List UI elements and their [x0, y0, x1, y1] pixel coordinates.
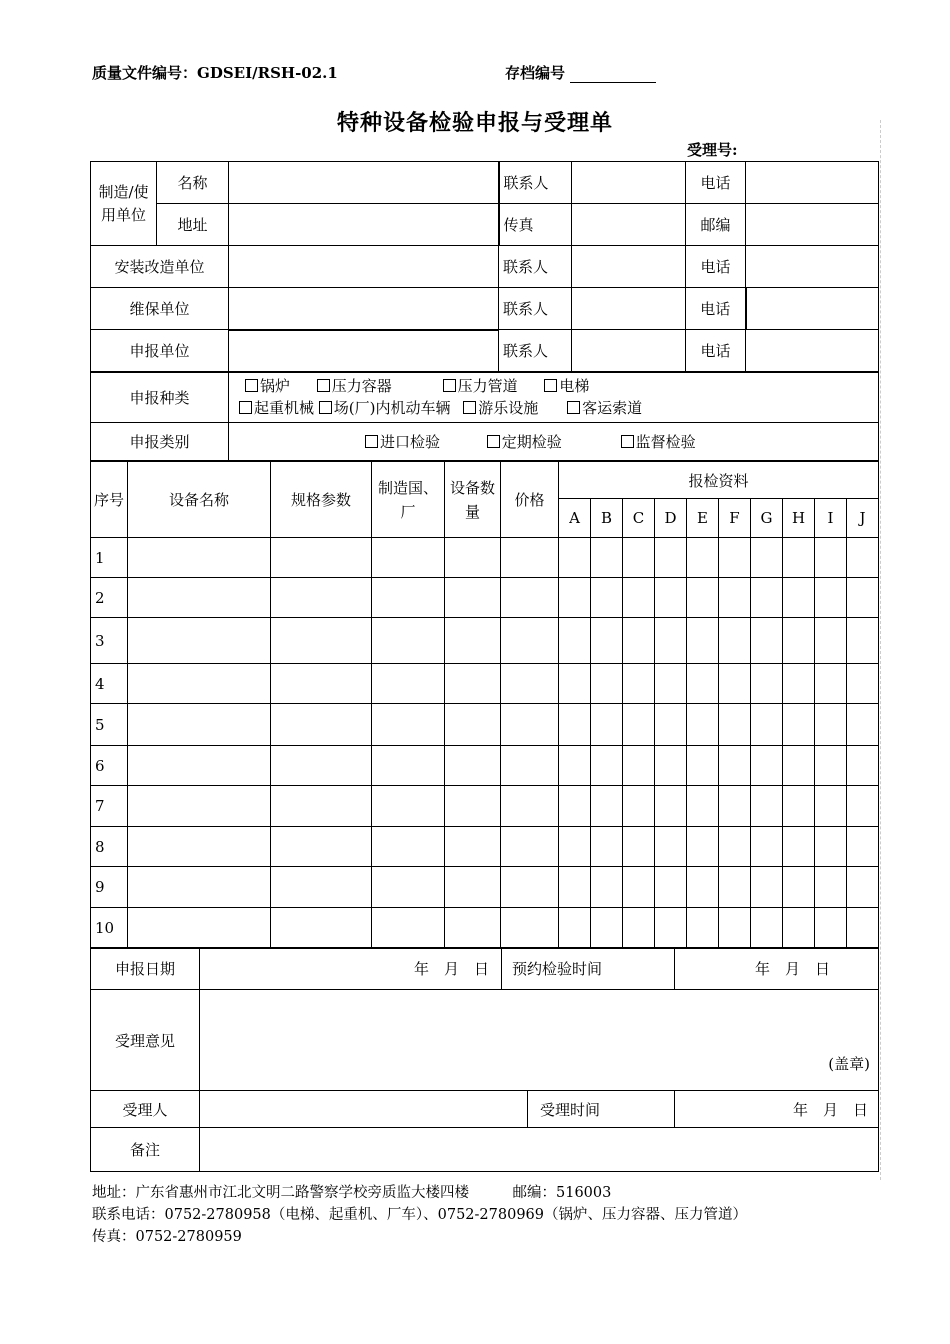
- phone-label: 电话: [686, 288, 746, 330]
- doc-col-header: G: [751, 499, 783, 538]
- doc-col-header: C: [623, 499, 655, 538]
- phone-label: 电话: [686, 162, 746, 204]
- kind-option-crane[interactable]: 起重机械: [239, 399, 314, 417]
- table-cell[interactable]: [815, 704, 847, 746]
- declare-category-options: [229, 423, 879, 461]
- table-cell[interactable]: [719, 827, 751, 867]
- table-row: [91, 538, 879, 578]
- kind-option-elevator[interactable]: 电梯: [544, 377, 589, 395]
- table-cell[interactable]: [751, 827, 783, 867]
- table-cell[interactable]: [559, 908, 591, 949]
- col-header-seq: 序号: [91, 462, 128, 538]
- table-cell[interactable]: [372, 867, 445, 908]
- table-cell[interactable]: [445, 538, 501, 578]
- table-cell[interactable]: [783, 908, 815, 949]
- unit-info-table: [90, 161, 879, 461]
- handler-label: 受理人: [91, 1091, 200, 1128]
- table-cell[interactable]: [591, 908, 623, 949]
- contact-field[interactable]: [572, 246, 686, 288]
- appoint-time-label: 预约检验时间: [502, 948, 675, 990]
- footer-fax: 传真：0752-2780959: [92, 1229, 242, 1245]
- table-cell[interactable]: [847, 704, 879, 746]
- checkbox[interactable]: [319, 401, 332, 414]
- table-cell[interactable]: [559, 704, 591, 746]
- row-seq: 3: [91, 618, 128, 664]
- table-cell[interactable]: [687, 704, 719, 746]
- table-cell[interactable]: [591, 746, 623, 786]
- table-cell[interactable]: [783, 786, 815, 827]
- table-cell[interactable]: [719, 578, 751, 618]
- table-cell[interactable]: [559, 538, 591, 578]
- table-cell[interactable]: [719, 867, 751, 908]
- install-unit-field[interactable]: [229, 246, 499, 288]
- checkbox[interactable]: [239, 401, 252, 414]
- table-cell[interactable]: [591, 827, 623, 867]
- remark-label: 备注: [91, 1128, 200, 1172]
- table-cell[interactable]: [751, 664, 783, 704]
- table-cell[interactable]: [445, 908, 501, 949]
- address-label: 地址: [157, 204, 229, 246]
- checkbox[interactable]: [317, 379, 330, 392]
- table-cell[interactable]: [783, 867, 815, 908]
- kind-option-vehicle[interactable]: 场(厂)内机动车辆: [319, 399, 451, 417]
- table-cell[interactable]: [271, 618, 372, 664]
- col-header-spec: 规格参数: [271, 462, 372, 538]
- table-cell[interactable]: [655, 664, 687, 704]
- table-cell[interactable]: [623, 538, 655, 578]
- table-cell[interactable]: [719, 908, 751, 949]
- table-cell[interactable]: [559, 786, 591, 827]
- accept-time-field[interactable]: 年 月 日: [675, 1091, 879, 1128]
- doc-number: 质量文件编号：GDSEI/RSH-02.1: [92, 64, 338, 82]
- declare-unit-label: 申报单位: [91, 330, 229, 372]
- table-cell[interactable]: [623, 786, 655, 827]
- table-cell[interactable]: [623, 578, 655, 618]
- contact-label: 联系人: [499, 330, 572, 372]
- table-cell[interactable]: [847, 867, 879, 908]
- table-cell[interactable]: [128, 664, 271, 704]
- row-seq: 5: [91, 704, 128, 746]
- table-cell[interactable]: [655, 618, 687, 664]
- table-cell[interactable]: [751, 578, 783, 618]
- table-cell[interactable]: [501, 664, 559, 704]
- table-row: [91, 867, 879, 908]
- table-cell[interactable]: [445, 867, 501, 908]
- table-cell[interactable]: [372, 578, 445, 618]
- table-cell[interactable]: [559, 827, 591, 867]
- doc-col-header: B: [591, 499, 623, 538]
- table-cell[interactable]: [751, 538, 783, 578]
- checkbox[interactable]: [487, 435, 500, 448]
- table-cell[interactable]: [687, 827, 719, 867]
- checkbox[interactable]: [245, 379, 258, 392]
- table-cell[interactable]: [719, 746, 751, 786]
- table-cell[interactable]: [719, 704, 751, 746]
- acceptance-table: [90, 947, 879, 1172]
- table-cell[interactable]: [719, 786, 751, 827]
- declare-category-label: 申报类别: [91, 423, 229, 461]
- table-cell[interactable]: [372, 786, 445, 827]
- table-cell[interactable]: [623, 618, 655, 664]
- table-row: [91, 746, 879, 786]
- declare-unit-field[interactable]: [229, 330, 499, 372]
- table-cell[interactable]: [687, 664, 719, 704]
- table-cell[interactable]: [271, 704, 372, 746]
- table-cell[interactable]: [847, 827, 879, 867]
- declare-kind-options: [229, 372, 879, 423]
- table-cell[interactable]: [591, 867, 623, 908]
- table-cell[interactable]: [591, 538, 623, 578]
- accept-number-label: 受理号:: [687, 141, 738, 159]
- equipment-table: [90, 461, 879, 949]
- table-cell[interactable]: [128, 867, 271, 908]
- table-cell[interactable]: [372, 618, 445, 664]
- table-cell[interactable]: [783, 827, 815, 867]
- table-cell[interactable]: [445, 664, 501, 704]
- table-cell[interactable]: [128, 746, 271, 786]
- checkbox[interactable]: [463, 401, 476, 414]
- row-seq: 8: [91, 827, 128, 867]
- table-cell[interactable]: [847, 578, 879, 618]
- table-cell[interactable]: [783, 618, 815, 664]
- kind-option-pressure-vessel[interactable]: 压力容器: [317, 377, 392, 395]
- table-cell[interactable]: [847, 908, 879, 949]
- table-cell[interactable]: [687, 867, 719, 908]
- table-cell[interactable]: [751, 618, 783, 664]
- table-cell[interactable]: [623, 908, 655, 949]
- table-cell[interactable]: [559, 578, 591, 618]
- col-header-price: 价格: [501, 462, 559, 538]
- phone-field[interactable]: [746, 288, 879, 330]
- contact-field[interactable]: [572, 330, 686, 372]
- table-cell[interactable]: [655, 704, 687, 746]
- table-cell[interactable]: [687, 786, 719, 827]
- table-cell[interactable]: [687, 908, 719, 949]
- table-cell[interactable]: [271, 786, 372, 827]
- contact-label: 联系人: [499, 288, 572, 330]
- phone-label: 电话: [686, 246, 746, 288]
- table-cell[interactable]: [847, 538, 879, 578]
- table-cell[interactable]: [559, 746, 591, 786]
- row-seq: 7: [91, 786, 128, 827]
- table-cell[interactable]: [719, 618, 751, 664]
- declare-kind-label: 申报种类: [91, 372, 229, 423]
- table-cell[interactable]: [501, 786, 559, 827]
- table-cell[interactable]: [655, 538, 687, 578]
- declare-date-field[interactable]: 年 月 日: [200, 948, 502, 990]
- remark-field[interactable]: [200, 1128, 879, 1172]
- table-cell[interactable]: [445, 786, 501, 827]
- table-cell[interactable]: [501, 908, 559, 949]
- table-cell[interactable]: [591, 664, 623, 704]
- doc-col-header: I: [815, 499, 847, 538]
- table-cell[interactable]: [783, 704, 815, 746]
- kind-option-boiler[interactable]: 锅炉: [245, 377, 290, 395]
- table-cell[interactable]: [847, 618, 879, 664]
- row-seq: 2: [91, 578, 128, 618]
- table-cell[interactable]: [559, 867, 591, 908]
- declare-date-label: 申报日期: [91, 948, 200, 990]
- doc-col-header: A: [559, 499, 591, 538]
- table-cell[interactable]: [501, 867, 559, 908]
- footer-phone: 联系电话：0752-2780958（电梯、起重机、厂车）、0752-2780969（锅炉、压力容器、压力管道）: [92, 1207, 748, 1223]
- table-cell[interactable]: [847, 786, 879, 827]
- col-header-qty: 设备数量: [445, 462, 501, 538]
- row-seq: 1: [91, 538, 128, 578]
- table-cell[interactable]: [372, 664, 445, 704]
- kind-option-ropeway[interactable]: 客运索道: [567, 399, 642, 417]
- table-cell[interactable]: [623, 746, 655, 786]
- table-cell[interactable]: [655, 867, 687, 908]
- appoint-time-field[interactable]: 年 月 日: [675, 948, 879, 990]
- table-cell[interactable]: [655, 908, 687, 949]
- table-cell[interactable]: [815, 746, 847, 786]
- table-cell[interactable]: [687, 746, 719, 786]
- checkbox[interactable]: [544, 379, 557, 392]
- row-seq: 9: [91, 867, 128, 908]
- table-row: [91, 618, 879, 664]
- table-cell[interactable]: [687, 578, 719, 618]
- table-cell[interactable]: [591, 704, 623, 746]
- table-cell[interactable]: [815, 786, 847, 827]
- table-cell[interactable]: [815, 578, 847, 618]
- table-cell[interactable]: [445, 746, 501, 786]
- table-cell[interactable]: [815, 908, 847, 949]
- table-cell[interactable]: [591, 618, 623, 664]
- kind-option-pressure-pipe[interactable]: 压力管道: [443, 377, 518, 395]
- fax-field[interactable]: [572, 204, 686, 246]
- mfg-use-unit-label: 制造/使用单位: [91, 162, 157, 246]
- doc-col-header: H: [783, 499, 815, 538]
- phone-label: 电话: [686, 330, 746, 372]
- table-cell[interactable]: [623, 704, 655, 746]
- table-cell[interactable]: [372, 746, 445, 786]
- table-cell[interactable]: [719, 538, 751, 578]
- postcode-label: 邮编: [686, 204, 746, 246]
- table-cell[interactable]: [271, 578, 372, 618]
- table-cell[interactable]: [559, 664, 591, 704]
- table-cell[interactable]: [271, 867, 372, 908]
- row-seq: 6: [91, 746, 128, 786]
- checkbox[interactable]: [365, 435, 378, 448]
- table-cell[interactable]: [655, 578, 687, 618]
- table-cell[interactable]: [751, 908, 783, 949]
- row-seq: 4: [91, 664, 128, 704]
- table-cell[interactable]: [271, 908, 372, 949]
- table-cell[interactable]: [128, 908, 271, 949]
- table-cell[interactable]: [815, 538, 847, 578]
- doc-col-header: J: [847, 499, 879, 538]
- table-row: [91, 827, 879, 867]
- table-cell[interactable]: [815, 867, 847, 908]
- table-row: [91, 704, 879, 746]
- table-cell[interactable]: [372, 538, 445, 578]
- table-cell[interactable]: [271, 827, 372, 867]
- table-cell[interactable]: [501, 827, 559, 867]
- table-cell[interactable]: [847, 746, 879, 786]
- table-row: [91, 786, 879, 827]
- phone-field[interactable]: [746, 162, 879, 204]
- table-cell[interactable]: [445, 578, 501, 618]
- contact-field[interactable]: [572, 288, 686, 330]
- table-cell[interactable]: [783, 538, 815, 578]
- table-cell[interactable]: [128, 704, 271, 746]
- row-seq: 10: [91, 908, 128, 949]
- opinion-label: 受理意见: [91, 990, 200, 1091]
- opinion-field[interactable]: [200, 990, 879, 1091]
- table-cell[interactable]: [591, 578, 623, 618]
- kind-option-amusement[interactable]: 游乐设施: [463, 399, 538, 417]
- table-cell[interactable]: [783, 578, 815, 618]
- table-cell[interactable]: [445, 618, 501, 664]
- table-cell[interactable]: [501, 618, 559, 664]
- table-cell[interactable]: [372, 827, 445, 867]
- table-cell[interactable]: [751, 786, 783, 827]
- table-cell[interactable]: [815, 827, 847, 867]
- table-cell[interactable]: [372, 908, 445, 949]
- table-cell[interactable]: [271, 664, 372, 704]
- table-cell[interactable]: [271, 746, 372, 786]
- table-cell[interactable]: [501, 704, 559, 746]
- category-option-import[interactable]: 进口检验: [365, 433, 440, 451]
- table-cell[interactable]: [623, 827, 655, 867]
- col-header-docs: 报检资料: [559, 462, 879, 499]
- table-cell[interactable]: [751, 746, 783, 786]
- table-cell[interactable]: [687, 618, 719, 664]
- table-cell[interactable]: [559, 618, 591, 664]
- doc-col-header: E: [687, 499, 719, 538]
- table-cell[interactable]: [271, 538, 372, 578]
- install-unit-label: 安装改造单位: [91, 246, 229, 288]
- table-cell[interactable]: [847, 664, 879, 704]
- phone-field[interactable]: [746, 246, 879, 288]
- contact-label: 联系人: [499, 246, 572, 288]
- phone-field[interactable]: [746, 330, 879, 372]
- address-field[interactable]: [229, 204, 499, 246]
- footer-address: 地址：广东省惠州市江北文明二路警察学校旁质监大楼四楼 邮编：516003: [92, 1185, 612, 1201]
- table-cell[interactable]: [623, 867, 655, 908]
- table-row: [91, 664, 879, 704]
- table-cell[interactable]: [501, 578, 559, 618]
- table-cell[interactable]: [372, 704, 445, 746]
- table-cell[interactable]: [751, 704, 783, 746]
- table-cell[interactable]: [445, 827, 501, 867]
- table-cell[interactable]: [501, 538, 559, 578]
- archive-number: [505, 62, 656, 83]
- table-row: [91, 578, 879, 618]
- doc-col-header: F: [719, 499, 751, 538]
- table-cell[interactable]: [655, 786, 687, 827]
- table-cell[interactable]: [815, 618, 847, 664]
- maint-unit-label: 维保单位: [91, 288, 229, 330]
- postcode-field[interactable]: [746, 204, 879, 246]
- checkbox[interactable]: [621, 435, 634, 448]
- name-field[interactable]: [229, 162, 499, 204]
- table-cell[interactable]: [128, 786, 271, 827]
- page-margin-line: [880, 120, 881, 1180]
- checkbox[interactable]: [443, 379, 456, 392]
- table-cell[interactable]: [445, 704, 501, 746]
- table-cell[interactable]: [128, 618, 271, 664]
- table-cell[interactable]: [501, 746, 559, 786]
- archive-number-blank[interactable]: [570, 68, 656, 83]
- archive-number-label: 存档编号: [505, 64, 566, 82]
- table-row: [91, 908, 879, 949]
- table-cell[interactable]: [783, 746, 815, 786]
- category-option-supervision[interactable]: 监督检验: [621, 433, 696, 451]
- handler-field[interactable]: [200, 1091, 528, 1128]
- table-cell[interactable]: [783, 664, 815, 704]
- table-cell[interactable]: [655, 827, 687, 867]
- seal-label: (盖章): [828, 1055, 871, 1073]
- contact-field[interactable]: [572, 162, 686, 204]
- page-title: 特种设备检验申报与受理单: [336, 110, 613, 136]
- table-cell[interactable]: [591, 786, 623, 827]
- contact-label: 联系人: [499, 162, 572, 204]
- category-option-periodic[interactable]: 定期检验: [487, 433, 562, 451]
- table-cell[interactable]: [687, 538, 719, 578]
- col-header-name: 设备名称: [128, 462, 271, 538]
- table-cell[interactable]: [623, 664, 655, 704]
- table-cell[interactable]: [751, 867, 783, 908]
- doc-number-value: GDSEI/RSH-02.1: [197, 64, 338, 82]
- accept-time-label: 受理时间: [528, 1091, 675, 1128]
- table-cell[interactable]: [815, 664, 847, 704]
- table-cell[interactable]: [128, 827, 271, 867]
- table-cell[interactable]: [128, 538, 271, 578]
- table-cell[interactable]: [655, 746, 687, 786]
- maint-unit-field[interactable]: [229, 288, 499, 330]
- doc-number-label: 质量文件编号: [92, 64, 183, 82]
- table-cell[interactable]: [128, 578, 271, 618]
- checkbox[interactable]: [567, 401, 580, 414]
- doc-col-header: D: [655, 499, 687, 538]
- col-header-mfg: 制造国、厂: [372, 462, 445, 538]
- table-cell[interactable]: [719, 664, 751, 704]
- fax-label: 传真: [499, 204, 572, 246]
- name-label: 名称: [157, 162, 229, 204]
